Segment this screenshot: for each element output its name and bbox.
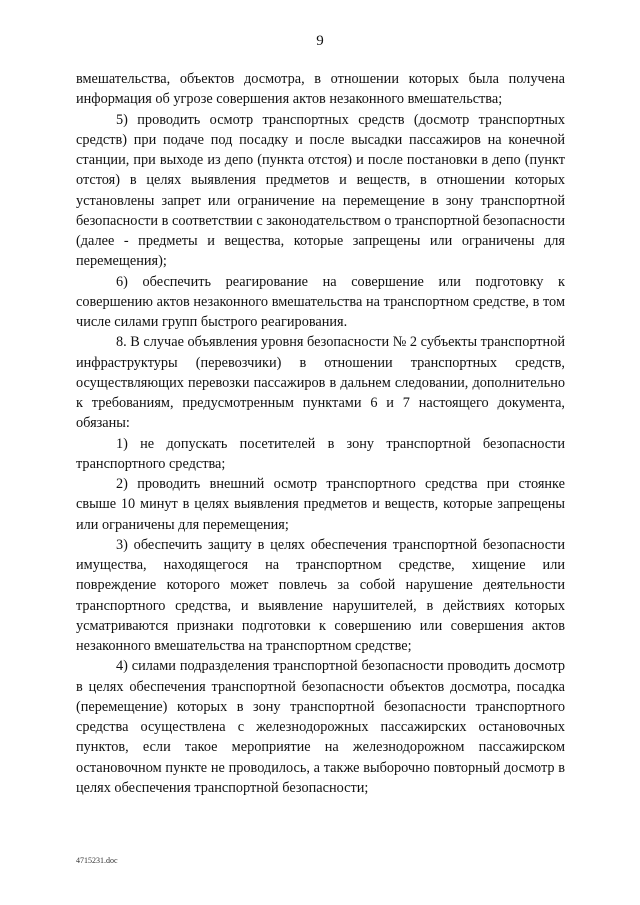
paragraph-item-3: 3) обеспечить защиту в целях обеспечения транспортной безопасности имущества, находящегося на транспортном средстве, хищение или повреждение которого может повлечь за собой нарушение деятельности транспортного средства, и выявление нарушителей, в действиях которых усматриваются признаки подготовки к совершению или совершения актов незаконного вмешательства на транспортном средстве;	[76, 536, 565, 654]
paragraph-item-2: 2) проводить внешний осмотр транспортного средства при стоянке свыше 10 минут в целях выявления предметов и веществ, которые запрещены или ограничены для перемещения;	[76, 476, 565, 533]
paragraph-continuation: вмешательства, объектов досмотра, в отношении которых была получена информация об угрозе совершения актов незаконного вмешательства;	[76, 71, 565, 108]
paragraph-item-5: 5) проводить осмотр транспортных средств (досмотр транспортных средств) при подаче под посадку и после высадки пассажиров на конечной станции, при выходе из депо (пункта отстоя) и после постановки в депо (пункт отстоя) в целях выявления предметов и веществ, в отношении которых установлены запрет или ограничение на перемещение в зону транспортной безопасности в соответствии с законодательством о транспортной безопасности (далее - предметы и вещества, которые запрещены или ограничены для перемещения);	[76, 111, 565, 270]
paragraph-item-6: 6) обеспечить реагирование на совершение или подготовку к совершению актов незаконного вмешательства на транспортном средстве, в том числе силами групп быстрого реагирования.	[76, 273, 565, 330]
document-body	[76, 69, 565, 798]
paragraph-item-1: 1) не допускать посетителей в зону транспортной безопасности транспортного средства;	[76, 435, 565, 472]
page-number: 9	[316, 33, 324, 49]
footer-filename: 4715231.doc	[76, 856, 118, 865]
paragraph-clause-8: 8. В случае объявления уровня безопасности № 2 субъекты транспортной инфраструктуры (перевозчики) в отношении транспортных средств, осуществляющих перевозки пассажиров в дальнем следовании, дополнительно к требованиям, предусмотренным пунктами 6 и 7 настоящего документа, обязаны:	[76, 334, 565, 432]
paragraph-item-4: 4) силами подразделения транспортной безопасности проводить досмотр в целях обеспечения транспортной безопасности объектов досмотра, посадка (перемещение) которых в зону транспортной безопасности транспортного средства осуществлена с железнодорожных пассажирских остановочных пунктов, если такое мероприятие на железнодорожном пассажирском остановочном пункте не проводилось, а также выборочно повторный досмотр в целях обеспечения транспортной безопасности;	[76, 658, 565, 796]
